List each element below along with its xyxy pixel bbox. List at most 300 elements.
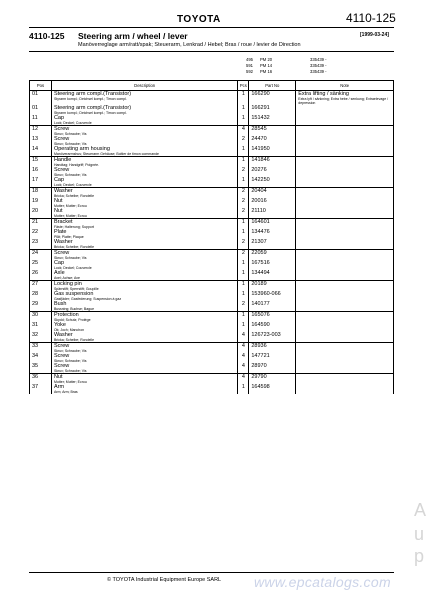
pcs-cell — [238, 291, 249, 301]
part-no-cell — [249, 167, 296, 177]
part-number: 20276 — [251, 167, 267, 173]
part-name: Protection — [53, 312, 79, 318]
pcs-value: 4 — [241, 126, 245, 132]
part-no-cell — [249, 332, 296, 343]
group-title: Steering arm / wheel / lever — [78, 31, 188, 41]
pos-value: 17 — [32, 177, 39, 183]
pcs-value: 1 — [241, 229, 245, 235]
watermark-letter: p — [414, 546, 425, 566]
model-code: 495 — [246, 57, 253, 62]
table-row — [30, 343, 394, 354]
table-row — [30, 91, 394, 106]
table-row — [30, 353, 394, 363]
part-no-cell — [249, 250, 296, 261]
note-cell — [296, 208, 394, 219]
description-cell — [51, 374, 237, 385]
pos-value: 24 — [32, 250, 39, 256]
part-translations: Bussning; Buchse; Bague — [53, 307, 95, 311]
note-text: Extra lifting / sänking — [298, 91, 349, 97]
part-translations: Bricka; Scheibe; Rondelle — [53, 338, 95, 342]
pcs-cell — [238, 301, 249, 312]
part-translations: Skruv; Schraube; Vis — [53, 173, 87, 177]
pcs-cell — [238, 363, 249, 374]
group-subtitle: Manöverreglage arm/ratt/spak; Steuerarm, Lenkrad / Hebel; Bras / roue / levier de Direction — [78, 42, 301, 48]
description-cell — [51, 281, 237, 292]
note-translations: Extra lyft / sänkning; Extra hebe / senkung; Extraelevage / depression — [298, 97, 389, 105]
model-serial: 335439 - — [310, 63, 327, 68]
part-name: Steering arm compl.(Transistor) — [53, 91, 132, 97]
part-number: 164601 — [251, 219, 270, 225]
note-cell — [296, 260, 394, 270]
copyright-footer: © TOYOTA Industrial Equipment Europe SARL — [107, 577, 222, 583]
part-name: Cap — [53, 115, 65, 121]
part-translations: Styrarm kompl.; Deichsel kompl.; Timon compl. — [53, 97, 127, 101]
pcs-cell — [238, 219, 249, 230]
pos-cell — [30, 250, 52, 261]
part-number: 22059 — [251, 250, 267, 256]
note-cell — [296, 229, 394, 239]
part-name: Steering arm compl.(Transistor) — [53, 105, 132, 111]
pcs-value: 4 — [241, 332, 245, 338]
part-number: 140177 — [251, 301, 270, 307]
table-row — [30, 157, 394, 168]
note-cell — [296, 167, 394, 177]
note-cell — [296, 126, 394, 137]
pcs-cell — [238, 157, 249, 168]
pcs-cell — [238, 270, 249, 281]
pos-value: 23 — [32, 239, 39, 245]
table-row — [30, 332, 394, 343]
description-cell — [51, 384, 237, 394]
pcs-cell — [238, 105, 249, 115]
note-cell — [296, 353, 394, 363]
pcs-value: 2 — [241, 208, 245, 214]
part-number: 151432 — [251, 115, 270, 121]
pos-value: 18 — [32, 188, 39, 194]
watermark-letter: u — [414, 524, 425, 544]
parts-rows — [30, 91, 394, 395]
table-row — [30, 136, 394, 146]
pos-value: 19 — [32, 198, 39, 204]
table-row — [30, 229, 394, 239]
pcs-cell — [238, 312, 249, 323]
part-name: Bracket — [53, 219, 73, 225]
part-no-cell — [249, 229, 296, 239]
part-name: Screw — [53, 126, 70, 132]
part-name: Cap — [53, 260, 65, 266]
description-cell — [51, 136, 237, 146]
note-cell — [296, 115, 394, 126]
pcs-value: 1 — [241, 177, 245, 183]
part-translations: Spärrstift; Sperrstift; Goupille — [53, 287, 99, 291]
description-cell — [51, 188, 237, 199]
pos-cell — [30, 239, 52, 250]
model-serial: 335439 - — [310, 57, 327, 62]
part-name: Plate — [53, 229, 67, 235]
description-cell — [51, 208, 237, 219]
part-translations: Skruv; Schraube; Vis — [53, 256, 87, 260]
pcs-value: 1 — [241, 270, 245, 276]
pos-cell — [30, 281, 52, 292]
part-number: 20189 — [251, 281, 267, 287]
description-cell — [51, 105, 237, 115]
pcs-cell — [238, 188, 249, 199]
pcs-cell — [238, 91, 249, 106]
pcs-cell — [238, 136, 249, 146]
description-cell — [51, 353, 237, 363]
pcs-value: 1 — [241, 322, 245, 328]
part-translations: Skruv; Schraube; Vis — [53, 359, 87, 363]
part-no-cell — [249, 177, 296, 188]
pos-cell — [30, 167, 52, 177]
pos-value: 01 — [32, 91, 39, 97]
note-cell — [296, 219, 394, 230]
pcs-value: 2 — [241, 198, 245, 204]
pos-cell — [30, 146, 52, 157]
pcs-value: 1 — [241, 281, 245, 287]
part-translations: Skruv; Schraube; Vis — [53, 142, 87, 146]
description-cell — [51, 146, 237, 157]
part-number: 141846 — [251, 157, 270, 163]
pcs-cell — [238, 198, 249, 208]
pos-cell — [30, 188, 52, 199]
pos-value: 33 — [32, 343, 39, 349]
description-cell — [51, 291, 237, 301]
issue-date: [1999-03-24] — [360, 32, 389, 38]
pos-value: 36 — [32, 374, 39, 380]
note-cell — [296, 322, 394, 332]
watermark-letter: A — [414, 500, 426, 520]
part-no-cell — [249, 146, 296, 157]
pcs-value: 1 — [241, 219, 245, 225]
description-cell — [51, 157, 237, 168]
pos-cell — [30, 91, 52, 106]
table-row — [30, 270, 394, 281]
pos-cell — [30, 363, 52, 374]
part-number: 28970 — [251, 363, 267, 369]
table-row — [30, 188, 394, 199]
pos-cell — [30, 198, 52, 208]
part-number: 147721 — [251, 353, 270, 359]
part-name: Handle — [53, 157, 72, 163]
note-cell — [296, 312, 394, 323]
note-cell — [296, 198, 394, 208]
part-number: 28545 — [251, 126, 267, 132]
pos-value: 12 — [32, 126, 39, 132]
part-no-cell — [249, 198, 296, 208]
description-cell — [51, 219, 237, 230]
part-number: 166291 — [251, 105, 270, 111]
pcs-cell — [238, 384, 249, 394]
pos-value: 20 — [32, 208, 39, 214]
description-cell — [51, 260, 237, 270]
pos-cell — [30, 291, 52, 301]
pcs-cell — [238, 322, 249, 332]
part-name: Screw — [53, 250, 70, 256]
part-translations: Manöverarmshus; Steuerarm Gehäuse; Boitier de timon commande — [53, 152, 159, 156]
table-row — [30, 250, 394, 261]
pcs-value: 1 — [241, 115, 245, 121]
part-name: Washer — [53, 332, 73, 338]
pcs-value: 1 — [241, 146, 245, 152]
table-row — [30, 239, 394, 250]
pos-value: 11 — [32, 115, 38, 121]
table-row — [30, 281, 394, 292]
pcs-value: 4 — [241, 363, 245, 369]
col-pos: Pos — [30, 81, 52, 91]
part-name: Washer — [53, 188, 73, 194]
table-row — [30, 384, 394, 394]
pos-value: 14 — [32, 146, 39, 152]
pcs-value: 4 — [241, 353, 245, 359]
description-cell — [51, 229, 237, 239]
table-row — [30, 322, 394, 332]
table-row — [30, 208, 394, 219]
part-name: Washer — [53, 239, 73, 245]
pos-value: 29 — [32, 301, 39, 307]
pcs-value: 2 — [241, 239, 245, 245]
pcs-value: 1 — [241, 157, 245, 163]
note-cell — [296, 374, 394, 385]
part-no-cell — [249, 281, 296, 292]
part-translations: Lock; Deckel; Couvercle — [53, 183, 92, 187]
part-no-cell — [249, 270, 296, 281]
pcs-cell — [238, 260, 249, 270]
pos-cell — [30, 157, 52, 168]
part-no-cell — [249, 343, 296, 354]
model-row — [246, 69, 327, 75]
part-number: 21307 — [251, 239, 267, 245]
pos-value: 32 — [32, 332, 39, 338]
description-cell — [51, 250, 237, 261]
part-name: Arm — [53, 384, 65, 390]
part-translations: Ok; Joch; Manchon — [53, 328, 85, 332]
table-row — [30, 105, 394, 115]
part-name: Locking pin — [53, 281, 82, 287]
table-row — [30, 177, 394, 188]
table-row — [30, 301, 394, 312]
pos-value: 26 — [32, 270, 39, 276]
note-cell — [296, 188, 394, 199]
table-row — [30, 146, 394, 157]
pos-value: 01 — [32, 105, 39, 111]
pcs-value: 1 — [241, 291, 245, 297]
part-translations: Mutter; Mutter; Ecrou — [53, 214, 87, 218]
part-no-cell — [249, 188, 296, 199]
part-number: 153960-066 — [251, 291, 281, 297]
part-name: Yoke — [53, 322, 66, 328]
pos-value: 13 — [32, 136, 39, 142]
part-name: Bush — [53, 301, 67, 307]
model-name: PM 14 — [260, 63, 273, 68]
part-no-cell — [249, 239, 296, 250]
part-translations: Axel; Achse; Axe — [53, 276, 81, 280]
pos-value: 21 — [32, 219, 39, 225]
pcs-cell — [238, 146, 249, 157]
table-row — [30, 115, 394, 126]
pos-cell — [30, 301, 52, 312]
pcs-value: 2 — [241, 301, 245, 307]
pcs-cell — [238, 343, 249, 354]
part-no-cell — [249, 115, 296, 126]
description-cell — [51, 312, 237, 323]
pos-cell — [30, 115, 52, 126]
pos-cell — [30, 343, 52, 354]
part-number: 126723-003 — [251, 332, 281, 338]
description-cell — [51, 239, 237, 250]
part-number: 134476 — [251, 229, 270, 235]
pcs-cell — [238, 167, 249, 177]
pos-cell — [30, 384, 52, 394]
table-row — [30, 363, 394, 374]
pos-value: 27 — [32, 281, 39, 287]
model-list — [246, 57, 327, 75]
note-cell — [296, 363, 394, 374]
model-serial: 335439 - — [310, 69, 327, 74]
description-cell — [51, 177, 237, 188]
pos-value: 37 — [32, 384, 39, 390]
pcs-value: 2 — [241, 250, 245, 256]
part-number: 24470 — [251, 136, 267, 142]
part-no-cell — [249, 363, 296, 374]
part-no-cell — [249, 91, 296, 106]
part-no-cell — [249, 136, 296, 146]
table-row — [30, 291, 394, 301]
note-cell — [296, 157, 394, 168]
part-name: Nut — [53, 374, 63, 380]
pcs-value: 1 — [241, 260, 245, 266]
table-header-row — [30, 81, 394, 91]
description-cell — [51, 115, 237, 126]
pcs-value: 1 — [241, 91, 245, 97]
note-cell — [296, 146, 394, 157]
note-cell — [296, 91, 394, 106]
pcs-cell — [238, 353, 249, 363]
note-cell — [296, 301, 394, 312]
pcs-cell — [238, 332, 249, 343]
part-no-cell — [249, 260, 296, 270]
pcs-value: 1 — [241, 384, 245, 390]
note-cell — [296, 281, 394, 292]
col-part-no: Part No — [249, 81, 296, 91]
title-rule — [29, 51, 394, 52]
pcs-cell — [238, 126, 249, 137]
part-name: Cap — [53, 177, 65, 183]
col-description: Description — [51, 81, 237, 91]
part-translations: Mutter; Mutter; Ecrou — [53, 204, 87, 208]
part-translations: Plåt; Platte; Plaque — [53, 235, 84, 239]
part-no-cell — [249, 126, 296, 137]
pos-cell — [30, 219, 52, 230]
part-translations: Skruv; Schraube; Vis — [53, 132, 87, 136]
pos-cell — [30, 105, 52, 115]
note-cell — [296, 270, 394, 281]
part-no-cell — [249, 157, 296, 168]
description-cell — [51, 270, 237, 281]
pcs-value: 4 — [241, 343, 245, 349]
part-number: 21110 — [251, 208, 266, 214]
parts-table — [29, 80, 394, 394]
part-number: 164598 — [251, 384, 270, 390]
note-cell — [296, 332, 394, 343]
part-no-cell — [249, 105, 296, 115]
part-translations: Lock; Deckel; Couvercle — [53, 266, 92, 270]
part-no-cell — [249, 374, 296, 385]
part-number: 141950 — [251, 146, 270, 152]
description-cell — [51, 322, 237, 332]
part-number: 28936 — [251, 343, 267, 349]
note-cell — [296, 343, 394, 354]
pos-cell — [30, 322, 52, 332]
watermark-url: www.epcatalogs.com — [254, 574, 391, 590]
pos-cell — [30, 229, 52, 239]
part-number: 164590 — [251, 322, 270, 328]
pcs-cell — [238, 239, 249, 250]
pos-value: 22 — [32, 229, 39, 235]
note-cell — [296, 177, 394, 188]
part-no-cell — [249, 384, 296, 394]
pos-value: 30 — [32, 312, 39, 318]
table-row — [30, 312, 394, 323]
pos-value: 34 — [32, 353, 39, 359]
part-name: Screw — [53, 167, 70, 173]
pos-value: 16 — [32, 167, 39, 173]
table-row — [30, 219, 394, 230]
description-cell — [51, 167, 237, 177]
part-translations: Arm; Arm; Bras — [53, 390, 78, 394]
note-cell — [296, 105, 394, 115]
pos-cell — [30, 260, 52, 270]
pos-cell — [30, 374, 52, 385]
part-name: Nut — [53, 198, 63, 204]
pcs-value: 2 — [241, 167, 245, 173]
pos-cell — [30, 332, 52, 343]
pcs-cell — [238, 250, 249, 261]
part-number: 166290 — [251, 91, 270, 97]
model-name: PM 20 — [260, 57, 273, 62]
part-name: Screw — [53, 353, 70, 359]
note-cell — [296, 250, 394, 261]
model-name: PM 16 — [260, 69, 273, 74]
pos-value: 28 — [32, 291, 39, 297]
description-cell — [51, 363, 237, 374]
pcs-cell — [238, 374, 249, 385]
pcs-cell — [238, 177, 249, 188]
table-row — [30, 126, 394, 137]
col-pcs: Pcs — [238, 81, 249, 91]
part-translations: Lock; Deckel; Couvercle — [53, 121, 92, 125]
part-translations: Handtag; Handgriff; Poignée. — [53, 163, 100, 167]
part-name: Screw — [53, 343, 70, 349]
bottom-rule — [29, 572, 394, 573]
part-translations: Fäste; Halterung; Support — [53, 225, 95, 229]
col-note: Note — [296, 81, 394, 91]
part-no-cell — [249, 208, 296, 219]
table-row — [30, 198, 394, 208]
part-number: 134494 — [251, 270, 270, 276]
pcs-value: 1 — [241, 312, 245, 318]
pcs-value: 2 — [241, 188, 245, 194]
table-row — [30, 260, 394, 270]
part-number: 20404 — [251, 188, 267, 194]
part-no-cell — [249, 219, 296, 230]
note-cell — [296, 136, 394, 146]
description-cell — [51, 198, 237, 208]
pos-cell — [30, 353, 52, 363]
model-code: 591 — [246, 63, 253, 68]
part-number: 165076 — [251, 312, 270, 318]
part-translations: Mutter; Mutter; Ecrou — [53, 380, 87, 384]
